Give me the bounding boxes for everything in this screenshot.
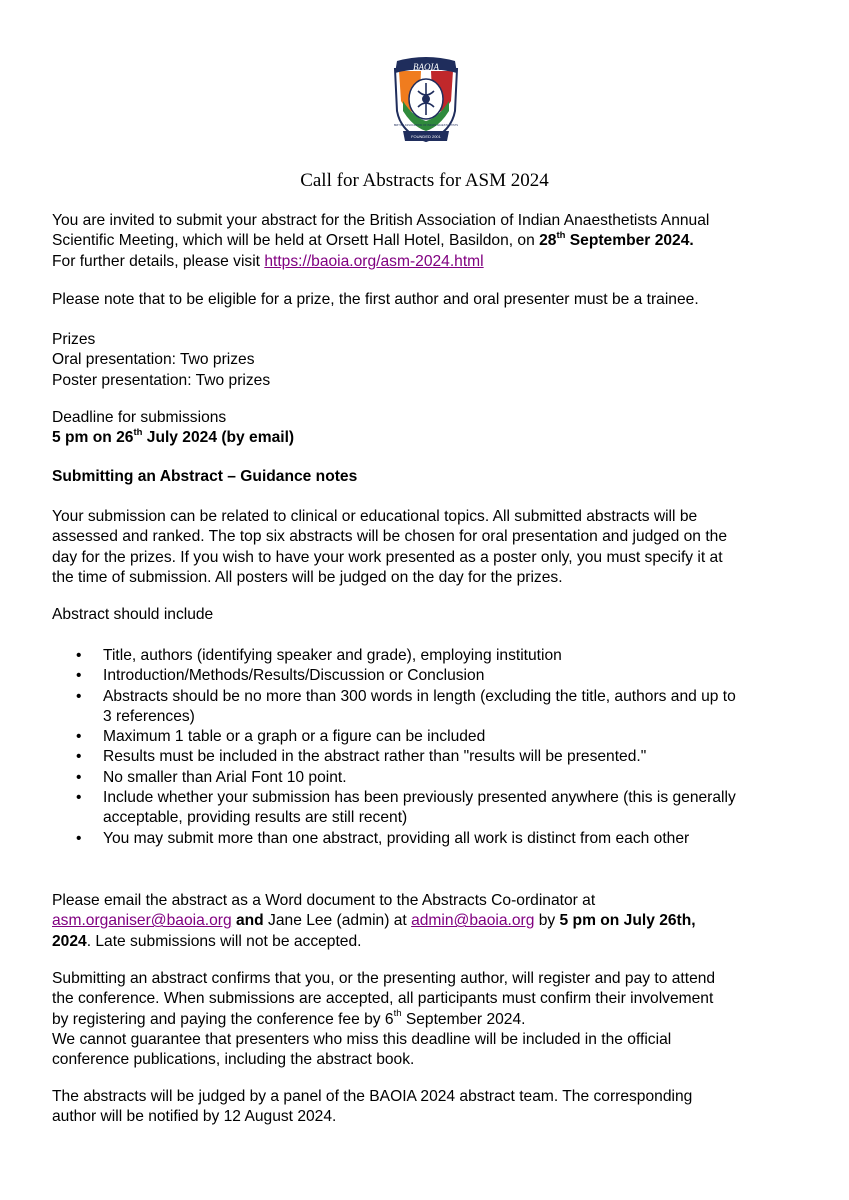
intro-line (52, 231, 804, 251)
registration-line: Submitting an abstract confirms that you, or the presenting author, will register and pay to attend (52, 970, 716, 987)
email-by: by (534, 912, 560, 930)
requirements-list (52, 646, 804, 849)
fee-deadline-post: September 2024. (401, 1010, 526, 1028)
list-item-text: Maximum 1 table or a graph or a figure can be included (103, 728, 486, 746)
intro-text: Scientific Meeting, which will be held at Orsett Hall Hotel, Basildon, on (52, 232, 540, 250)
list-item (52, 666, 804, 686)
guidance-line: Your submission can be related to clinical or educational topics. All submitted abstracts will be (52, 508, 698, 525)
registration-line: the conference. When submissions are accepted, all participants must confirm their involvement (52, 990, 714, 1008)
bullet-icon: • (76, 748, 82, 766)
bullet-icon: • (76, 687, 82, 705)
bullet-icon: • (76, 728, 82, 746)
email-year: 2024 (52, 932, 87, 950)
page-title: Call for Abstracts for ASM 2024 (300, 170, 549, 191)
judging-paragraph (52, 1087, 804, 1128)
deadline-label: Deadline for submissions (52, 409, 227, 426)
bullet-icon: • (76, 789, 82, 807)
list-item (52, 687, 804, 728)
judging-line: The abstracts will be judged by a panel of the BAOIA 2024 abstract team. The corresponding (52, 1088, 693, 1105)
registration-paragraph (52, 969, 804, 1070)
guidance-line: assessed and ranked. The top six abstracts will be chosen for oral presentation and judged on the (52, 528, 727, 546)
list-item (52, 788, 804, 829)
deadline-suffix: th (133, 427, 143, 439)
list-item (52, 829, 804, 849)
organiser-email-link[interactable]: asm.organiser@baoia.org (52, 912, 232, 930)
guidance-line: day for the prizes. If you wish to have your work presented as a poster only, you must specify it at (52, 548, 723, 566)
meeting-date (539, 232, 694, 249)
asm-link[interactable]: https://baoia.org/asm-2024.html (264, 252, 484, 270)
list-item-text: 3 references) (103, 707, 195, 725)
baoia-logo (373, 55, 479, 145)
list-item (52, 747, 804, 767)
registration-line (52, 1010, 804, 1030)
list-item-text: Title, authors (identifying speaker and grade), employing institution (103, 647, 562, 664)
email-mid: Jane Lee (admin) at (263, 912, 412, 930)
list-item-text: Abstracts should be no more than 300 words in length (excluding the title, authors and up to (103, 687, 736, 705)
bullet-icon: • (76, 829, 82, 847)
list-item (52, 768, 804, 788)
list-item-text: Results must be included in the abstract rather than "results will be presented." (103, 748, 647, 766)
email-paragraph (52, 891, 804, 952)
list-item-text: Include whether your submission has been previously presented anywhere (this is generally (103, 789, 736, 807)
banner-text: BAOIA (413, 62, 439, 72)
deadline-post: July 2024 (by email) (142, 429, 295, 447)
deadline-value (52, 428, 804, 448)
registration-line: We cannot guarantee that presenters who miss this deadline will be included in the official (52, 1030, 672, 1048)
eligibility-text: Please note that to be eligible for a prize, the first author and oral presenter must be a trainee. (52, 291, 699, 308)
list-item-text: You may submit more than one abstract, providing all work is distinct from each other (103, 829, 690, 847)
intro-text: For further details, please visit (52, 252, 265, 270)
bullet-icon: • (76, 768, 82, 786)
bullet-icon: • (76, 667, 82, 685)
prize-poster: Poster presentation: Two prizes (52, 371, 271, 389)
fee-deadline-suffix: th (393, 1008, 402, 1020)
date-suffix: th (556, 230, 566, 242)
guidance-paragraph (52, 507, 804, 588)
date-day: 28 (539, 232, 557, 250)
bullet-icon: • (76, 647, 82, 664)
ring-text: BRITISH ASSOCIATION OF INDIAN ANAESTHETISTS (393, 124, 459, 127)
guidance-line: the time of submission. All posters will be judged on the day for the prizes. (52, 568, 563, 586)
email-line: Please email the abstract as a Word document to the Abstracts Co-ordinator at (52, 892, 596, 909)
deadline-section (52, 408, 804, 449)
founded-text: FOUNDED 2001 (411, 134, 441, 139)
email-line (52, 911, 804, 931)
email-line (52, 932, 804, 952)
intro-line: You are invited to submit your abstract for the British Association of Indian Anaesthetists Annual (52, 212, 710, 229)
admin-email-link[interactable]: admin@baoia.org (411, 912, 535, 930)
prizes-heading: Prizes (52, 331, 96, 348)
baoia-crest-icon (373, 55, 479, 145)
deadline-pre: 5 pm on 26 (52, 429, 134, 447)
email-and: and (231, 912, 264, 930)
date-rest: September 2024. (565, 232, 694, 250)
prize-oral: Oral presentation: Two prizes (52, 351, 255, 369)
abstract-heading: Abstract should include (52, 606, 214, 623)
intro-line (52, 252, 804, 272)
list-item-text: No smaller than Arial Font 10 point. (103, 768, 347, 786)
prizes-section (52, 330, 804, 391)
list-item (52, 646, 804, 666)
registration-line: conference publications, including the abstract book. (52, 1051, 415, 1069)
intro-paragraph (52, 211, 804, 272)
email-deadline: 5 pm on July 26th, (559, 912, 696, 930)
list-item (52, 727, 804, 747)
judging-line: author will be notified by 12 August 2024. (52, 1108, 337, 1126)
list-item-text: Introduction/Methods/Results/Discussion or Conclusion (103, 667, 485, 685)
list-item-text: acceptable, providing results are still recent) (103, 809, 408, 827)
guidance-heading: Submitting an Abstract – Guidance notes (52, 468, 358, 485)
late-notice: . Late submissions will not be accepted. (86, 932, 362, 950)
fee-deadline-pre: by registering and paying the conference fee by 6 (52, 1010, 394, 1028)
